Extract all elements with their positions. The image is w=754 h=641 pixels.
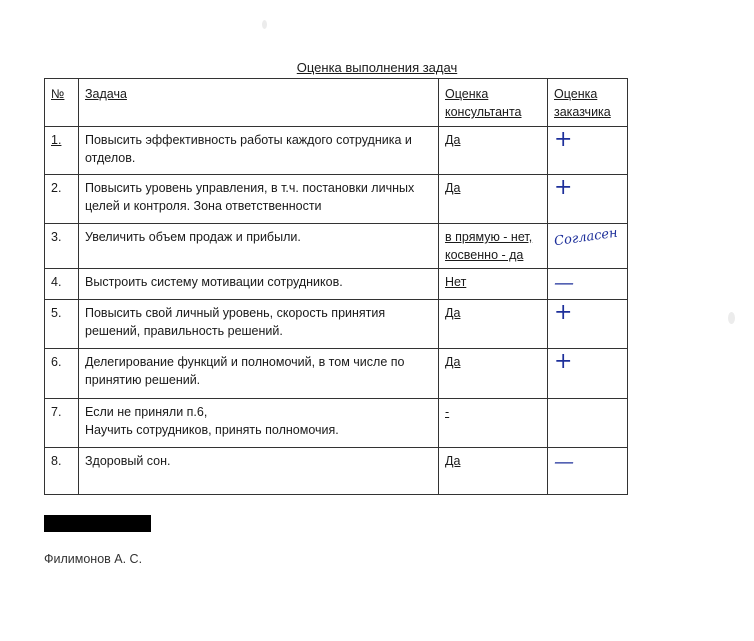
row-customer — [548, 448, 628, 495]
table-row — [45, 175, 628, 224]
row-task: Повысить свой личный уровень, скорость принятия решений, правильность решений. — [79, 300, 439, 349]
table-row — [45, 224, 628, 269]
row-task: Делегирование функций и полномочий, в том числе по принятию решений. — [79, 349, 439, 399]
handwritten-plus: + — [554, 349, 573, 374]
handwritten-agree: Согласен — [553, 225, 619, 250]
header-num: № — [45, 79, 79, 127]
redaction-bar — [44, 515, 151, 532]
row-customer — [548, 399, 628, 448]
table-row — [45, 127, 628, 175]
document-title: Оценка выполнения задач — [296, 60, 458, 75]
row-num: 6. — [45, 349, 79, 399]
table-row — [45, 269, 628, 300]
row-consultant: в прямую - нет, косвенно - да — [439, 224, 548, 269]
row-consultant: Да — [439, 300, 548, 349]
table-row — [45, 399, 628, 448]
row-num: 1. — [45, 127, 79, 175]
handwritten-plus: + — [554, 300, 573, 325]
row-num: 3. — [45, 224, 79, 269]
row-consultant: Да — [439, 127, 548, 175]
table-row — [45, 448, 628, 495]
row-customer — [548, 300, 628, 349]
row-num: 4. — [45, 269, 79, 300]
row-task: Увеличить объем продаж и прибыли. — [79, 224, 439, 269]
row-task: Здоровый сон. — [79, 448, 439, 495]
row-customer — [548, 175, 628, 224]
row-customer — [548, 224, 628, 269]
row-num: 8. — [45, 448, 79, 495]
row-consultant: Нет — [439, 269, 548, 300]
row-task: Повысить уровень управления, в т.ч. постановки личных целей и контроля. Зона ответственности — [79, 175, 439, 224]
row-consultant: Да — [439, 175, 548, 224]
row-num: 7. — [45, 399, 79, 448]
row-customer — [548, 349, 628, 399]
row-task: Выстроить систему мотивации сотрудников. — [79, 269, 439, 300]
row-customer — [548, 127, 628, 175]
row-consultant: Да — [439, 349, 548, 399]
row-consultant: - — [439, 399, 548, 448]
handwritten-dash: — — [554, 449, 574, 473]
header-row — [45, 79, 628, 127]
scan-speck — [728, 312, 735, 324]
row-num: 5. — [45, 300, 79, 349]
header-customer: Оценка заказчика — [548, 79, 628, 127]
row-task: Повысить эффективность работы каждого сотрудника и отделов. — [79, 127, 439, 175]
tasks-table — [44, 78, 628, 495]
row-task: Если не приняли п.6, Научить сотрудников, принять полномочия. — [79, 399, 439, 448]
row-customer — [548, 269, 628, 300]
handwritten-plus: + — [554, 127, 573, 152]
handwritten-dash: — — [554, 270, 574, 294]
handwritten-plus: + — [554, 175, 573, 200]
header-task: Задача — [79, 79, 439, 127]
table-row — [45, 349, 628, 399]
table-row — [45, 300, 628, 349]
row-consultant: Да — [439, 448, 548, 495]
row-num: 2. — [45, 175, 79, 224]
scan-speck — [262, 20, 267, 29]
header-consultant: Оценка консультанта — [439, 79, 548, 127]
signer-name: Филимонов А. С. — [44, 552, 143, 566]
